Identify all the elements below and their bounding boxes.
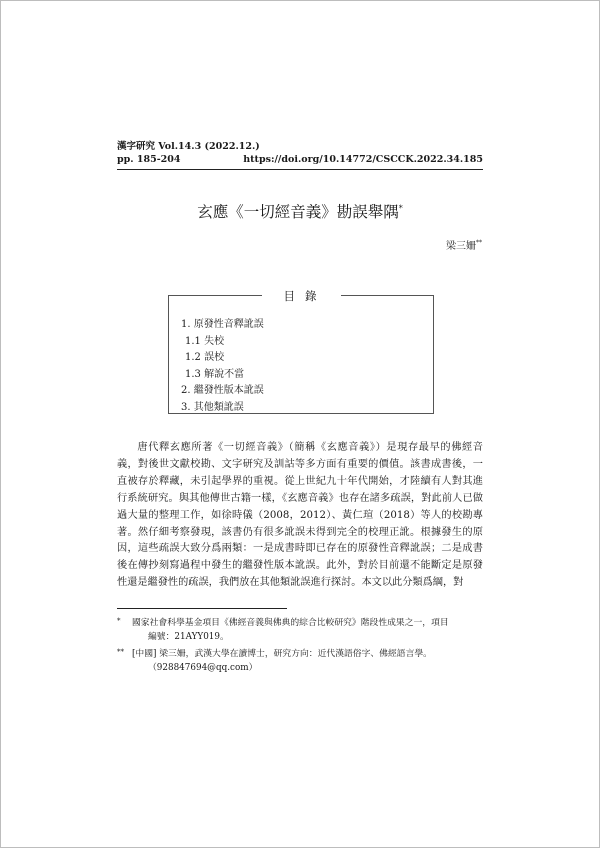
author-email[interactable]: （928847694@qq.com） [148, 663, 258, 673]
toc-item[interactable]: 1.3 解說不當 [185, 368, 245, 380]
author [446, 237, 482, 252]
footnote [117, 616, 483, 644]
toc-heading: 目錄 [169, 288, 433, 304]
page-range: pp. 185-204 [117, 154, 181, 165]
author-footnote-mark[interactable]: ** [476, 239, 482, 247]
journal-header [117, 140, 483, 170]
paper-title-text: 玄應《一切經音義》勘誤舉隅 [197, 203, 399, 221]
body-text [117, 440, 483, 592]
footnote-mark: ** [117, 648, 124, 656]
toc-item[interactable]: 3. 其他類訛誤 [181, 401, 244, 413]
toc-item[interactable]: 1.2 誤校 [185, 352, 225, 363]
author-name: 梁三姍 [446, 241, 476, 252]
footnote [117, 647, 483, 675]
table-of-contents [168, 289, 434, 414]
footnote-rule [117, 608, 287, 609]
toc-item[interactable]: 1. 原發性音釋訛誤 [181, 319, 264, 330]
title-footnote-mark[interactable]: * [398, 203, 403, 213]
toc-item[interactable]: 1.1 失校 [185, 335, 225, 347]
paper-title [117, 200, 483, 222]
body-paragraph: 唐代釋玄應所著《一切經音義》（簡稱《玄應音義》）是現存最早的佛經音義，對後世文獻校勘、文字研究及訓詁等多方面有重要的價值。該書成書後，一直被存於釋藏，未引起學界的重視。從上世紀九十年代開始，才陸續有人對其進行系統研究。與其他傳世古籍一樣，《玄應音義》也存在諸多疏誤，對此前人已做過大量的整理工作，如徐時儀（2008，2012）、黃仁瑄（2018）等人的校勘專著。然仔細考察發現，該書仍有很多訛誤未得到完全的校理正訛。根據發生的原因，這些疏誤大致分爲兩類：一是成書時即已存在的原發性音釋訛誤；二是成書後在傳抄刻寫過程中發生的繼發性版本訛誤。此外，對於目前還不能斷定是原發性還是繼發性的疏誤，我們放在其他類訛誤進行探討。本文以此分類爲綱，對 [117, 442, 483, 589]
footnote-text: 國家社會科學基金項目《佛經音義與佛典的綜合比較研究》階段性成果之一，項目 編號：21AYY019。 [132, 618, 449, 642]
doi-link[interactable]: https://doi.org/10.14772/CSCCK.2022.34.185 [243, 154, 483, 165]
journal-citation: 漢字研究 Vol.14.3 (2022.12.) [117, 141, 260, 152]
footnote-mark: * [117, 617, 121, 625]
toc-list [181, 317, 264, 416]
footnotes [117, 616, 483, 675]
header-rule [117, 169, 483, 170]
toc-item[interactable]: 2. 繼發性版本訛誤 [181, 385, 264, 396]
footnote-text: [中國] 梁三姍，武漢大學在讀博士，研究方向：近代漢語俗字、佛經語言學。 （928847694@qq.com） [132, 649, 432, 673]
